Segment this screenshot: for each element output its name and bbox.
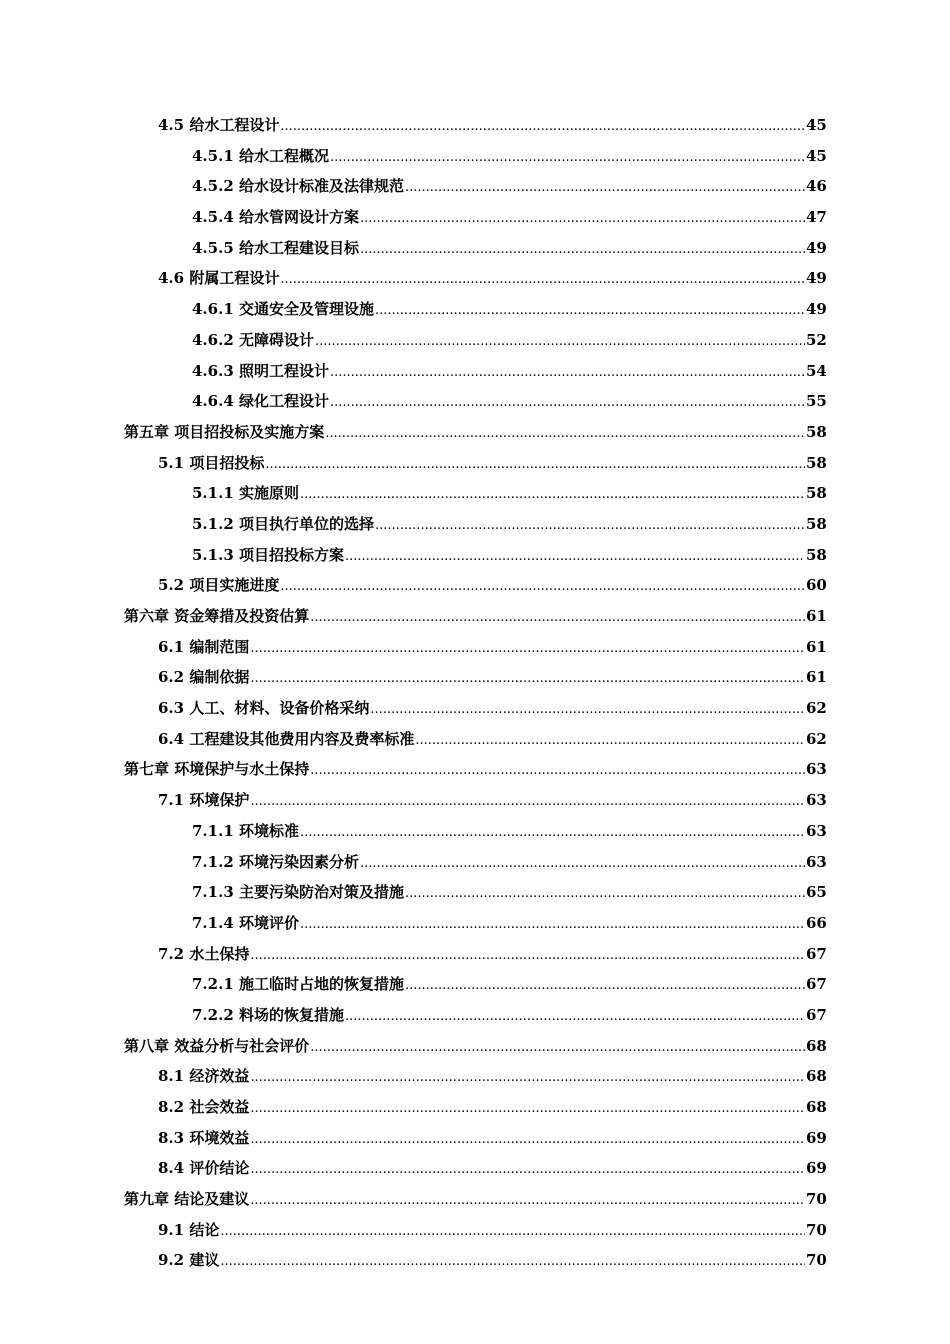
toc-entry-title: 第九章 结论及建议 [124,1190,250,1209]
toc-entry-title: 6.4 工程建设其他费用内容及费率标准 [158,729,415,748]
toc-entry-title: 第七章 环境保护与水土保持 [124,760,310,779]
dot-leader [360,233,805,266]
dot-leader [375,509,805,542]
toc-entry-page-number: 63 [806,791,827,810]
toc-entry[interactable] [158,693,950,724]
dot-leader [360,847,805,880]
toc-entry-page-number: 58 [806,545,827,564]
toc-entry[interactable] [192,294,950,325]
toc-entry[interactable] [124,601,950,632]
toc-entry[interactable] [192,325,950,356]
toc-entry[interactable] [192,908,950,939]
toc-entry[interactable] [192,141,950,172]
toc-entry[interactable] [192,540,950,571]
toc-entry-title: 7.1.1 环境标准 [192,821,299,840]
dot-leader [250,1061,805,1094]
dot-leader [415,724,805,757]
dot-leader [220,1215,805,1248]
toc-entry-page-number: 68 [806,1098,827,1116]
toc-entry[interactable] [192,847,950,878]
toc-entry-page-number: 63 [806,821,827,840]
toc-entry-title: 4.6.1 交通安全及管理设施 [192,300,374,319]
toc-entry-page-number: 69 [806,1159,827,1178]
toc-entry[interactable] [158,570,950,601]
dot-leader [330,386,805,419]
toc-entry-title: 9.1 结论 [158,1220,220,1239]
dot-leader [300,908,805,941]
toc-entry-title: 7.2.1 施工临时占地的恢复措施 [192,975,404,994]
toc-entry-page-number: 52 [806,330,827,349]
dot-leader [375,294,805,327]
toc-entry-title: 4.5.4 给水管网设计方案 [192,208,359,227]
toc-entry-page-number: 68 [806,1067,827,1086]
dot-leader [330,141,805,174]
dot-leader [265,448,805,481]
toc-entry-title: 第六章 资金筹措及投资估算 [124,607,310,625]
toc-entry-title: 4.5.5 给水工程建设目标 [192,238,359,257]
toc-entry-title: 8.2 社会效益 [158,1098,250,1116]
toc-entry-page-number: 68 [806,1036,827,1055]
toc-entry[interactable] [192,386,950,417]
dot-leader [345,540,805,573]
toc-entry[interactable] [158,632,950,663]
toc-entry-title: 第八章 效益分析与社会评价 [124,1036,310,1055]
toc-entry-page-number: 55 [806,392,827,411]
toc-entry-page-number: 63 [806,852,827,871]
toc-entry[interactable] [192,877,950,908]
toc-entry-title: 7.2 水土保持 [158,944,250,963]
toc-entry-page-number: 69 [806,1128,827,1147]
toc-entry[interactable] [158,724,950,755]
toc-entry-title: 6.1 编制范围 [158,637,250,656]
toc-entry-title: 9.2 建议 [158,1251,220,1270]
toc-entry[interactable] [158,939,950,970]
toc-entry-page-number: 49 [806,238,827,257]
dot-leader [250,632,805,665]
toc-entry[interactable] [158,1245,950,1276]
dot-leader [250,1123,805,1156]
dot-leader [250,785,805,818]
toc-entry-page-number: 70 [806,1220,827,1239]
dot-leader [280,263,805,296]
dot-leader [325,417,805,450]
toc-entry-page-number: 67 [806,1005,827,1024]
dot-leader [250,939,805,972]
toc-entry-page-number: 47 [806,208,827,227]
toc-entry-title: 4.6.2 无障碍设计 [192,330,314,349]
dot-leader [300,478,805,511]
toc-entry[interactable] [192,233,950,264]
toc-entry[interactable] [192,171,950,202]
toc-entry[interactable] [192,202,950,233]
toc-entry[interactable] [124,417,950,448]
dot-leader [315,325,805,358]
toc-entry-title: 5.2 项目实施进度 [158,576,280,595]
dot-leader [220,1245,805,1278]
toc-entry[interactable] [124,1184,950,1215]
toc-entry-page-number: 67 [806,975,827,994]
toc-entry[interactable] [158,1092,950,1123]
toc-entry[interactable] [158,662,950,693]
toc-entry-title: 7.2.2 料场的恢复措施 [192,1005,344,1024]
toc-entry[interactable] [124,754,950,785]
toc-entry-page-number: 63 [806,760,827,779]
toc-entry-page-number: 61 [806,637,827,656]
toc-entry[interactable] [192,509,950,540]
toc-entry-page-number: 58 [806,484,827,503]
dot-leader [250,662,805,695]
toc-entry-page-number: 45 [806,146,827,165]
dot-leader [330,356,805,389]
toc-entry-page-number: 61 [806,668,827,687]
toc-entry-title: 4.6.3 照明工程设计 [192,361,329,380]
toc-entry-page-number: 60 [806,576,827,595]
dot-leader [250,1153,805,1186]
toc-entry-page-number: 58 [806,453,827,472]
toc-entry-title: 5.1 项目招投标 [158,453,265,472]
dot-leader [250,1184,805,1217]
toc-entry-title: 7.1.3 主要污染防治对策及措施 [192,883,404,902]
toc-entry-title: 8.3 环境效益 [158,1128,250,1147]
dot-leader [370,693,805,726]
toc-entry-page-number: 49 [806,269,827,288]
dot-leader [405,877,805,910]
toc-entry-title: 5.1.3 项目招投标方案 [192,545,344,564]
toc-entry[interactable] [192,1000,950,1031]
toc-entry[interactable] [192,969,950,1000]
toc-entry-page-number: 67 [806,944,827,963]
toc-entry-page-number: 58 [806,514,827,533]
toc-entry[interactable] [158,785,950,816]
toc-entry[interactable] [192,478,950,509]
toc-entry-title: 7.1.4 环境评价 [192,913,299,932]
toc-entry-title: 6.3 人工、材料、设备价格采纳 [158,699,370,718]
toc-entry-page-number: 46 [806,177,827,196]
toc-entry-page-number: 61 [806,607,827,625]
toc-entry[interactable] [158,1061,950,1092]
toc-entry[interactable] [158,1123,950,1154]
toc-entry-page-number: 58 [806,422,827,441]
toc-entry-title: 4.5 给水工程设计 [158,116,280,134]
toc-entry[interactable] [158,448,950,479]
toc-entry-title: 7.1.2 环境污染因素分析 [192,852,359,871]
dot-leader [310,601,805,634]
dot-leader [345,1000,805,1033]
toc-entry-title: 8.1 经济效益 [158,1067,250,1086]
toc-entry-title: 4.6.4 绿化工程设计 [192,392,329,411]
dot-leader [405,969,805,1002]
dot-leader [280,570,805,603]
toc-entry-page-number: 65 [806,883,827,902]
toc-entry-page-number: 70 [806,1190,827,1209]
toc-entry-page-number: 62 [806,729,827,748]
toc-entry[interactable] [158,263,950,294]
toc-entry[interactable] [158,1153,950,1184]
dot-leader [310,754,805,787]
toc-entry[interactable] [124,1031,950,1062]
toc-entry-title: 5.1.2 项目执行单位的选择 [192,514,374,533]
dot-leader [250,1092,805,1125]
toc-entry[interactable] [158,1215,950,1246]
toc-entry-page-number: 49 [806,300,827,319]
toc-entry-title: 第五章 项目招投标及实施方案 [124,422,325,441]
dot-leader [405,171,805,204]
toc-entry-title: 6.2 编制依据 [158,668,250,687]
dot-leader [300,816,805,849]
table-of-contents [0,110,950,1276]
toc-entry-page-number: 66 [806,913,827,932]
toc-entry-title: 4.6 附属工程设计 [158,269,280,288]
toc-entry-title: 5.1.1 实施原则 [192,484,299,503]
toc-entry-page-number: 54 [806,361,827,380]
toc-entry[interactable] [192,816,950,847]
dot-leader [280,110,805,143]
toc-entry[interactable] [192,356,950,387]
toc-entry-page-number: 62 [806,699,827,718]
toc-entry[interactable] [158,110,950,141]
toc-entry-title: 4.5.2 给水设计标准及法律规范 [192,177,404,196]
dot-leader [310,1031,805,1064]
toc-entry-title: 8.4 评价结论 [158,1159,250,1178]
toc-entry-title: 7.1 环境保护 [158,791,250,810]
toc-entry-page-number: 45 [806,116,827,134]
dot-leader [360,202,805,235]
toc-entry-page-number: 70 [806,1251,827,1270]
toc-entry-title: 4.5.1 给水工程概况 [192,146,329,165]
